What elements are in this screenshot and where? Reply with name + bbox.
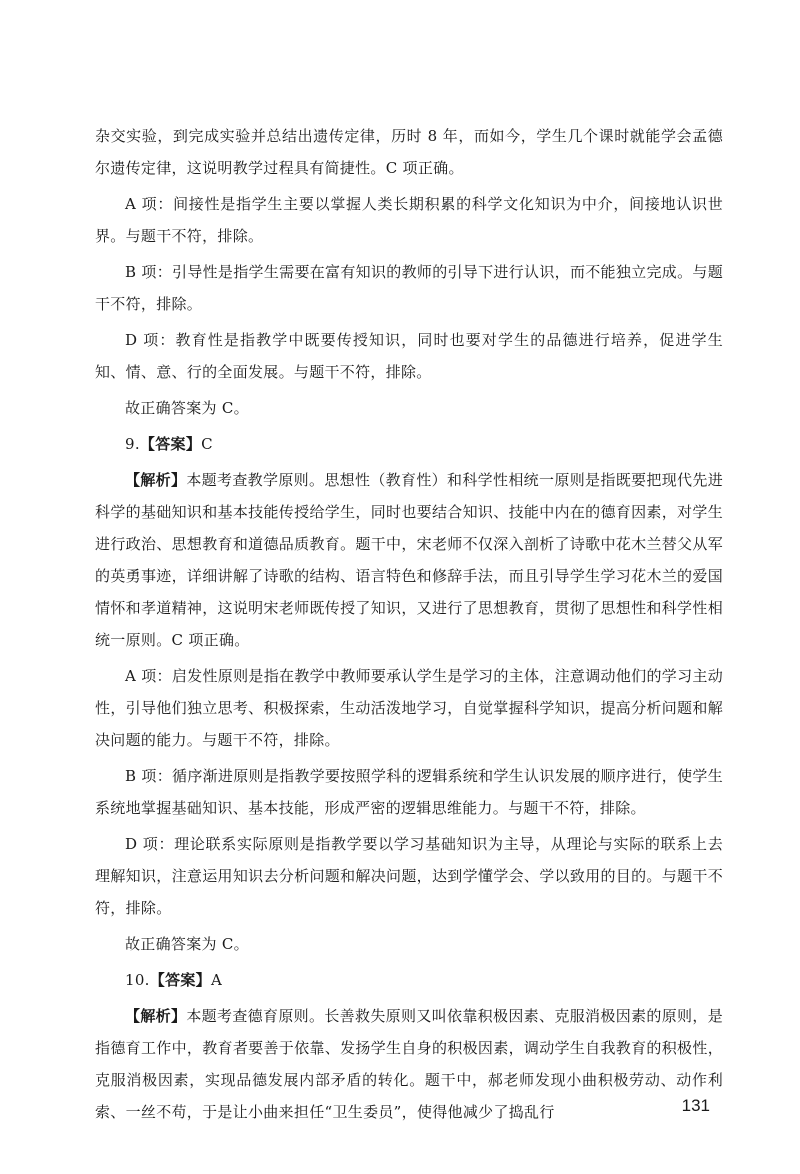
continued-paragraph: 杂交实验，到完成实验并总结出遗传定律，历时 8 年，而如今，学生几个课时就能学会孟德尔遗传定律，这说明教学过程具有简捷性。C 项正确。 <box>95 127 723 177</box>
q10-answer: A <box>210 971 223 989</box>
conclusion-paragraph: 故正确答案为 C。 <box>125 399 249 417</box>
q9-option-a: A 项：启发性原则是指在教学中教师要承认学生是学习的主体，注意调动他们的学习主动性，引导他们独立思考、积极探索，生动活泼地学习，自觉掌握科学知识，提高分析问题和解决问题的能力。与题干不符，排除。 <box>95 667 723 749</box>
q10-analysis-paragraph <box>95 1000 723 1128</box>
option-d-paragraph: D 项：教育性是指教学中既要传授知识，同时也要对学生的品德进行培养，促进学生知、情、意、行的全面发展。与题干不符，排除。 <box>95 331 723 381</box>
q9-answer: C <box>201 435 213 453</box>
option-a-paragraph: A 项：间接性是指学生主要以掌握人类长期积累的科学文化知识为中介，间接地认识世界。与题干不符，排除。 <box>95 195 723 245</box>
q10-answer-tag: 【答案】 <box>149 971 211 989</box>
q9-answer-tag: 【答案】 <box>139 435 202 453</box>
option-b-paragraph: B 项：引导性是指学生需要在富有知识的教师的引导下进行认识，而不能独立完成。与题干不符，排除。 <box>95 263 723 313</box>
page-body <box>95 120 723 1132</box>
q9-option-b: B 项：循序渐进原则是指教学要按照学科的逻辑系统和学生认识发展的顺序进行，使学生系统地掌握基础知识、基本技能，形成严密的逻辑思维能力。与题干不符，排除。 <box>95 767 723 817</box>
q10-answer-line <box>95 964 723 996</box>
q9-option-d: D 项：理论联系实际原则是指教学要以学习基础知识为主导，从理论与实际的联系上去理解知识，注意运用知识去分析问题和解决问题，达到学懂学会、学以致用的目的。与题干不符，排除。 <box>95 835 723 917</box>
q9-answer-line <box>95 428 723 460</box>
q9-conclusion: 故正确答案为 C。 <box>125 935 249 953</box>
q9-analysis-tag: 【解析】 <box>125 471 187 489</box>
q9-analysis-paragraph <box>95 464 723 656</box>
q9-analysis-text: 本题考查教学原则。思想性（教育性）和科学性相统一原则是指既要把现代先进科学的基础知识和基本技能传授给学生，同时也要结合知识、技能中内在的德育因素，对学生进行政治、思想教育和道德品质教育。题干中，宋老师不仅深入剖析了诗歌中花木兰替父从军的英勇事迹，详细讲解了诗歌的结构、语言特色和修辞手法，而且引导学生学习花木兰的爱国情怀和孝道精神，这说明宋老师既传授了知识，又进行了思想教育，贯彻了思想性和科学性相统一原则。C 项正确。 <box>95 471 723 649</box>
page-number: 131 <box>681 1096 710 1115</box>
q9-number: 9. <box>125 435 140 453</box>
q10-analysis-text: 本题考查德育原则。长善救失原则又叫依靠积极因素、克服消极因素的原则，是指德育工作中，教育者要善于依靠、发扬学生自身的积极因素，调动学生自我教育的积极性，克服消极因素，实现品德发展内部矛盾的转化。题干中，郝老师发现小曲积极劳动、动作利索、一丝不苟，于是让小曲来担任“卫生委员”，使得他减少了捣乱行 <box>95 1007 723 1121</box>
q10-number: 10. <box>125 971 150 989</box>
q10-analysis-tag: 【解析】 <box>125 1007 187 1025</box>
